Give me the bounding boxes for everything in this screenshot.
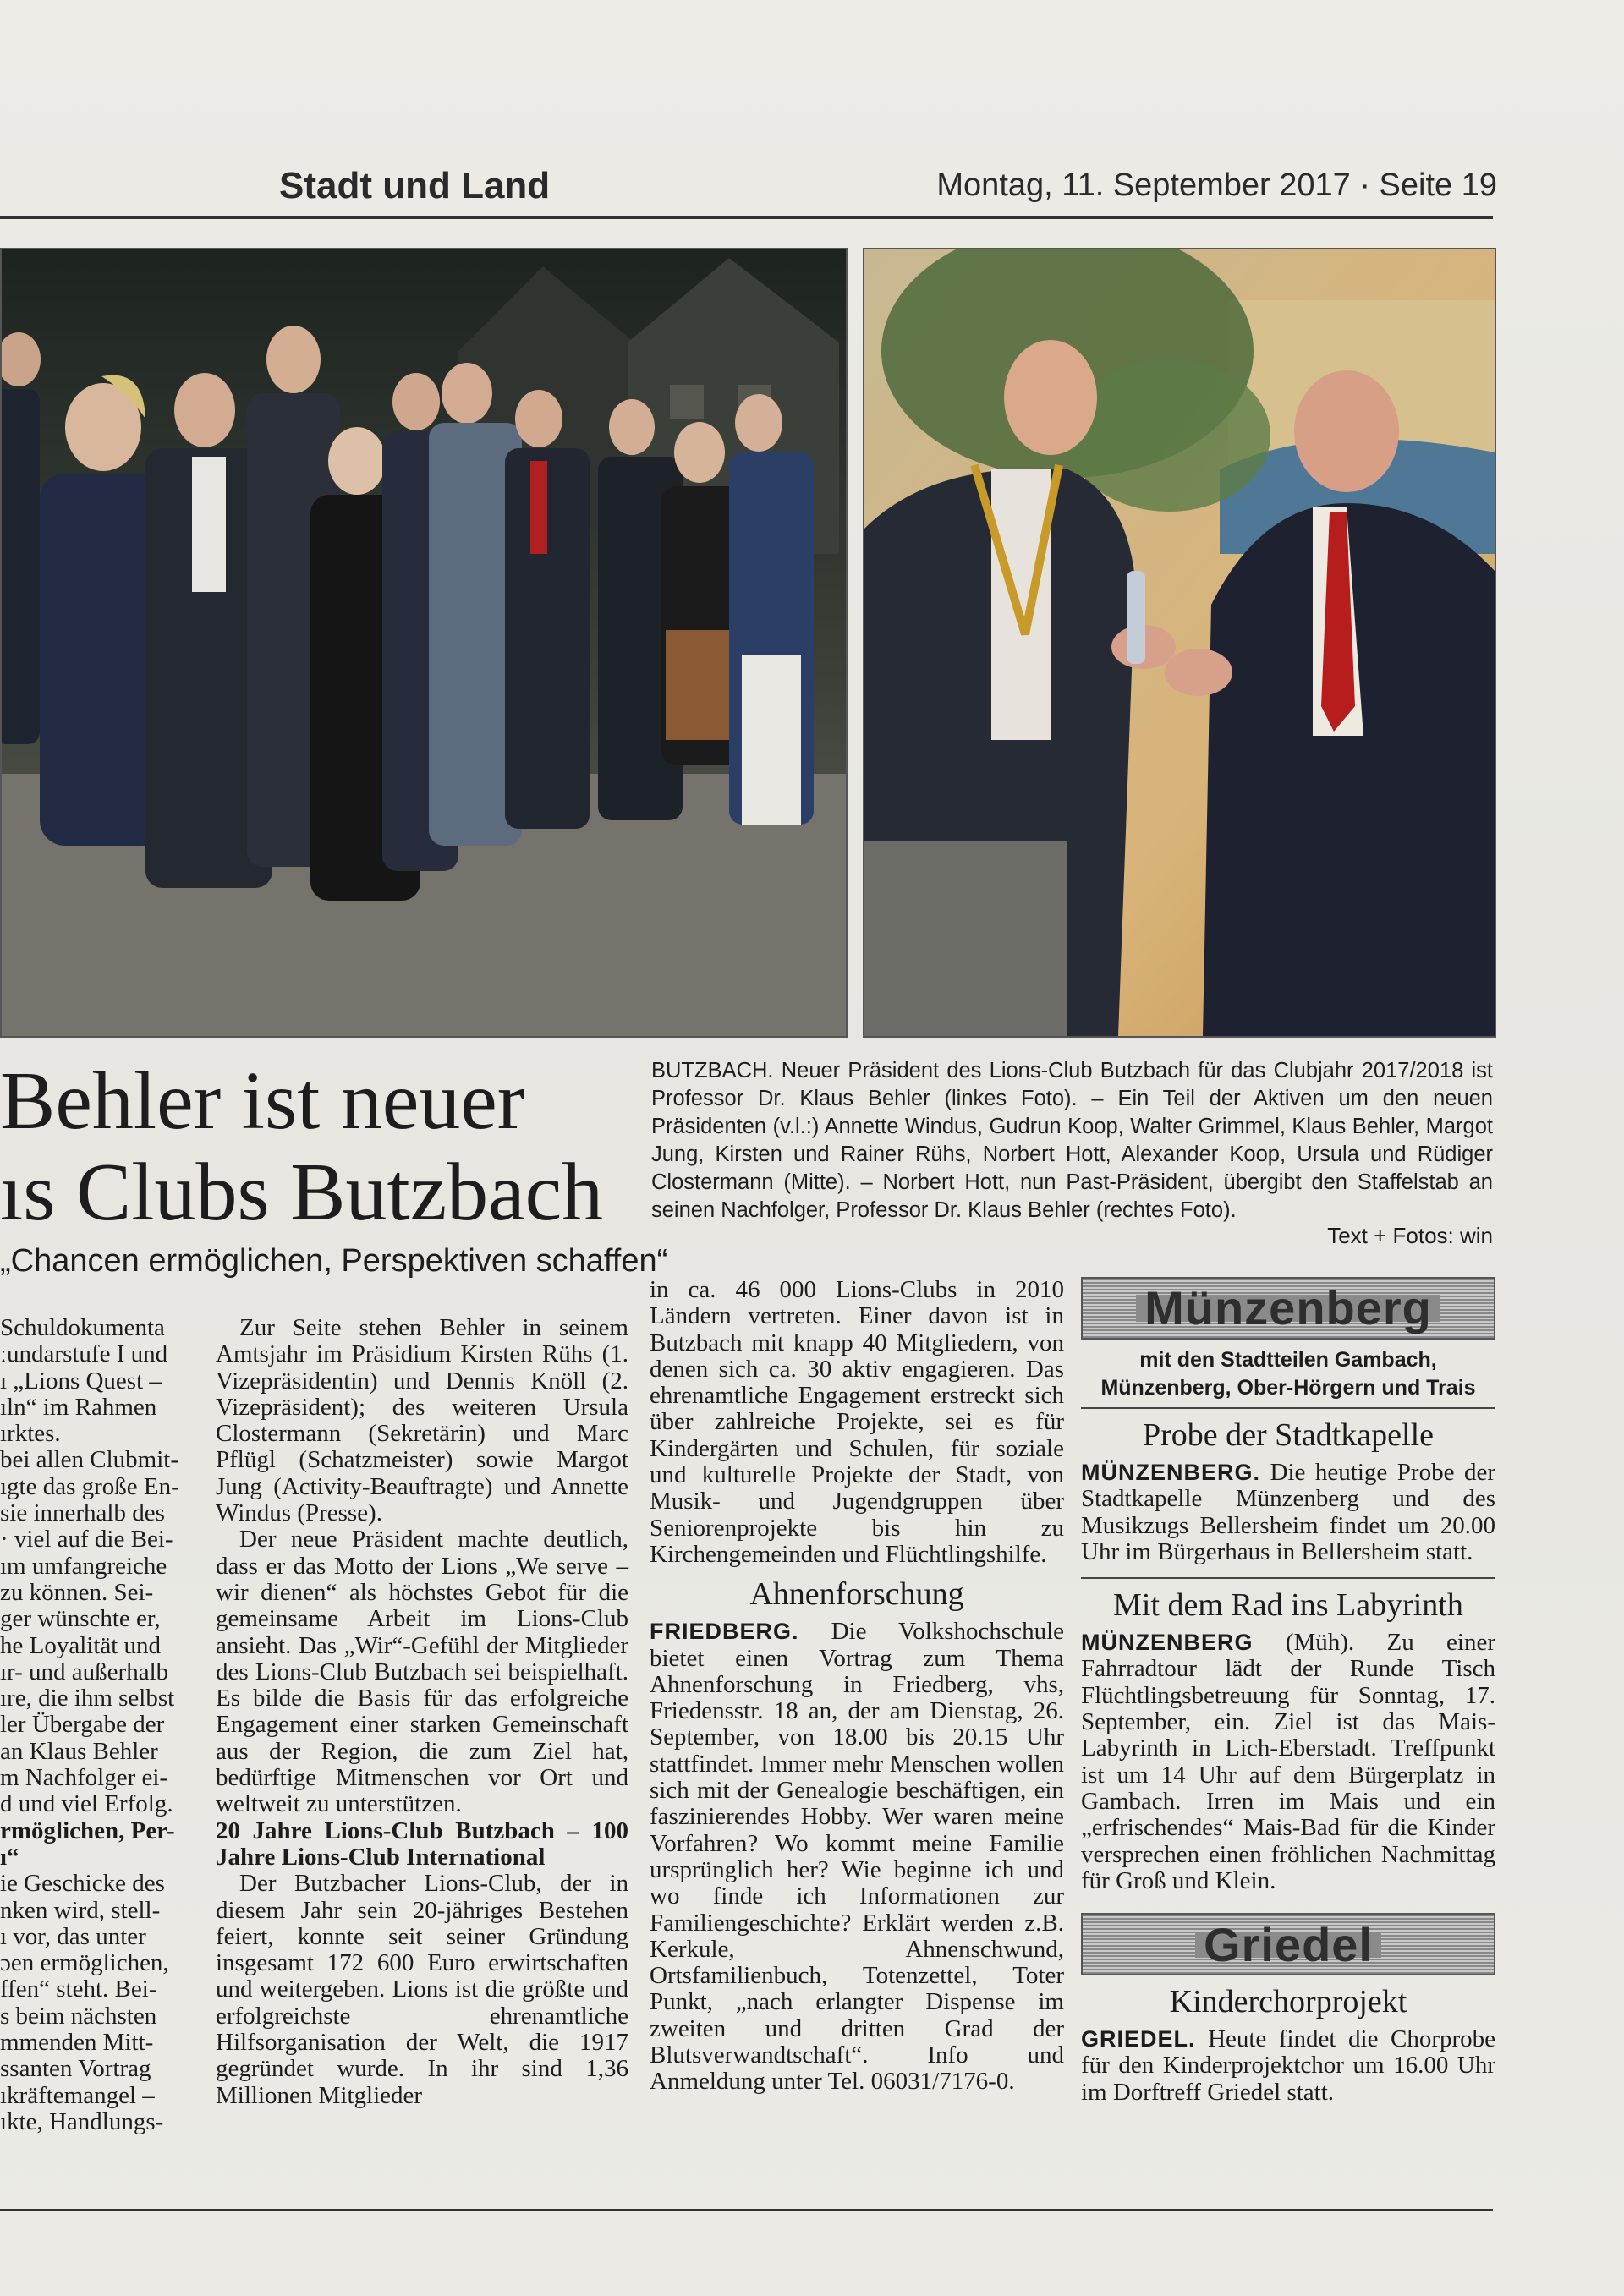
column-line: s beim nächsten bbox=[0, 2002, 157, 2030]
column-line: ıln“ im Rahmen bbox=[0, 1393, 157, 1421]
column-line: he Loyalität und bbox=[0, 1631, 162, 1659]
muenzenberg-item1-text: Die heutige Probe der Stadtkapelle Münzenberg und des Musikzugs Bellersheim findet um 20.00 Uhr im Bürgerhaus in Bellersheim statt. bbox=[1081, 1459, 1496, 1565]
paragraph: Der Butzbacher Lions-Club, der in diesem Jahr sein 20-jähriges Bestehen feiert, konnte seit seiner Gründung insgesamt 172 600 Euro erwirtschaften und weitergeben. Lions ist die größte und erfolgreichste ehrenamtliche Hilfsorganisation der Welt, die 1917 gegründet wurde. In ihr sind 1,36 Millionen Mitglieder bbox=[216, 1870, 628, 2109]
column-line: ɔen ermöglichen, bbox=[0, 1949, 169, 1977]
column-line: ıkte, Handlungs- bbox=[0, 2107, 164, 2135]
date-page: Montag, 11. September 2017 · Seite 19 bbox=[936, 167, 1497, 203]
header-rule bbox=[0, 216, 1493, 219]
column-line: ıre, die ihm selbst bbox=[0, 1685, 175, 1712]
muenzenberg-banner-label: Münzenberg bbox=[1136, 1295, 1440, 1321]
article-column-3 bbox=[650, 1277, 1064, 2096]
column-line: ı „Lions Quest – bbox=[0, 1367, 162, 1395]
column-line: rmöglichen, Per- bbox=[0, 1817, 175, 1844]
article-subheading: 20 Jahre Lions-Club Butzbach – 100 Jahre Lions-Club International bbox=[216, 1817, 628, 1871]
griedel-item bbox=[1081, 2026, 1495, 2106]
column-line: ım umfangreiche bbox=[0, 1552, 167, 1580]
ahnen-paragraph bbox=[650, 1619, 1064, 2095]
muenzenberg-item2-title: Mit dem Rad ins Labyrinth bbox=[1113, 1587, 1463, 1624]
column-line: ı vor, das unter bbox=[0, 1922, 146, 1950]
footer-rule bbox=[0, 2209, 1493, 2211]
griedel-dateline: GRIEDEL. bbox=[1081, 2026, 1196, 2052]
muenzenberg-item1 bbox=[1081, 1460, 1495, 1565]
ahnen-dateline: FRIEDBERG. bbox=[650, 1619, 799, 1645]
column-line: ı“ bbox=[0, 1843, 19, 1871]
muenzenberg-item2-text: (Müh). Zu einer Fahrradtour lädt der Runde Tisch Flüchtlingsbetreuung für Sonntag, 17. September, ein. Ziel ist das Mais-Labyrinth in Lich-Eberstadt. Treffpunkt ist um 14 Uhr auf dem Bürgerplatz in Gambach. Irren im Mais und ein „erfrischendes“ Mais-Bad für die Kinder versprechen einen fröhlichen Nachmittag für Groß und Klein. bbox=[1081, 1629, 1495, 1894]
griedel-item-title: Kinderchorprojekt bbox=[1169, 1984, 1407, 2020]
article-column-1 bbox=[0, 1315, 193, 2135]
column-line: mmenden Mitt- bbox=[0, 2029, 154, 2057]
ahnen-text: Die Volkshochschule bietet einen Vortrag zum Thema Ahnenforschung in Friedberg, vhs, Friedensstr. 18 an, der am Dienstag, 26. September, von 18.00 bis 20.15 Uhr stattfindet. Immer mehr Menschen wollen sich mit der Genealogie beschäftigen, ein faszinierendes Hobby. Wer waren meine Vorfahren? Wo kommt meine Familie ursprünglich her? Wie beginne ich und wo finde ich Informationen zur Familiengeschichte? Erklärt werden z.B. Kerkule, Ahnenschwund, Ortsfamilienbuch, Totenzettel, Toter Punkt, „nach erlangter Dispense im zweiten und dritten Grad der Blutsverwandtschaft“. Info und Anmeldung unter Tel. 06031/7176-0. bbox=[650, 1618, 1064, 2096]
muenzenberg-item2-dateline: MÜNZENBERG bbox=[1081, 1630, 1254, 1656]
griedel-text: Heute findet die Chorprobe für den Kinderprojektchor um 16.00 Uhr im Dorftreff Griedel statt. bbox=[1081, 2025, 1496, 2106]
griedel-banner-label: Griedel bbox=[1195, 1932, 1381, 1958]
column-line: sie innerhalb des bbox=[0, 1499, 165, 1527]
muenzenberg-item2 bbox=[1081, 1630, 1495, 1894]
article-subhead: „Chancen ermöglichen, Perspektiven schaffen“ bbox=[0, 1243, 668, 1279]
column-line: ırktes. bbox=[0, 1420, 61, 1448]
column-line: zu können. Sei- bbox=[0, 1578, 154, 1606]
column-line: ie Geschicke des bbox=[0, 1870, 165, 1898]
handover-photo bbox=[863, 248, 1496, 1038]
article-column-2 bbox=[216, 1315, 628, 2109]
column-line: bei allen Clubmit- bbox=[0, 1446, 179, 1474]
group-photo-image bbox=[2, 249, 846, 1036]
column-line: ger wünschte er, bbox=[0, 1605, 161, 1633]
muenzenberg-banner bbox=[1081, 1277, 1495, 1340]
article-column-4 bbox=[1081, 1277, 1495, 2106]
paragraph: Zur Seite stehen Behler in seinem Amtsjahr im Präsidium Kirsten Rühs (1. Vizepräsidentin) und Dennis Knöll (2. Vizepräsident); des weiteren Ursula Clostermann (Sekretärin) und Marc Pflügl (Schatzmeister) sowie Margot Jung (Activity-Beauftragte) und Annette Windus (Presse). bbox=[216, 1314, 628, 1527]
column-line: · viel auf die Bei- bbox=[0, 1526, 173, 1553]
column-line: ssanten Vortrag bbox=[0, 2055, 151, 2083]
group-photo bbox=[0, 248, 848, 1038]
column-line: ler Übergabe der bbox=[0, 1711, 165, 1739]
column-line: ıkräftemangel – bbox=[0, 2081, 155, 2109]
paragraph: in ca. 46 000 Lions-Clubs in 2010 Ländern vertreten. Einer davon ist in Butzbach mit knapp 40 Mitgliedern, von denen sich ca. 30 aktiv engagieren. Das ehrenamtliche Engagement erstreckt sich über zahlreiche Projekte, sei es für Kindergärten und Schulen, für soziale und kulturelle Projekte der Stadt, von Musik- und Jugendgruppen über Seniorenprojekte bis hin zu Kirchengemeinden und Flüchtlingshilfe. bbox=[650, 1276, 1064, 1568]
section-title: Stadt und Land bbox=[279, 165, 551, 206]
griedel-banner bbox=[1081, 1913, 1495, 1975]
column-line: Schuldokumenta bbox=[0, 1315, 165, 1341]
paragraph: Der neue Präsident machte deutlich, dass er das Motto der Lions „We serve – wir dienen“ als höchstes Gebot für die gemeinsame Arbeit im Lions-Club ansieht. Das „Wir“-Gefühl der Mitglieder des Lions-Club Butzbach sei beispielhaft. Es bilde die Basis für das erfolgreiche Engagement einer starken Gemeinschaft aus der Region, die zum Ziel hat, bedürftige Mitmenschen vor Ort und weltweit zu unterstützen. bbox=[216, 1526, 628, 1818]
muenzenberg-region: mit den Stadtteilen Gambach, Münzenberg, Ober-Hörgern und Trais bbox=[1081, 1346, 1495, 1409]
column-line: ffen“ steht. Bei- bbox=[0, 1975, 157, 2003]
photo-credit: Text + Fotos: win bbox=[1327, 1223, 1493, 1248]
muenzenberg-item1-dateline: MÜNZENBERG. bbox=[1081, 1460, 1260, 1485]
column-line: d und viel Erfolg. bbox=[0, 1790, 173, 1818]
column-line: ːundarstufe I und bbox=[0, 1340, 168, 1368]
photo-caption: BUTZBACH. Neuer Präsident des Lions-Club Butzbach für das Clubjahr 2017/2018 ist Professor Dr. Klaus Behler (linkes Foto). – Ein Teil der Aktiven um den neuen Präsidenten (v.l.:) Annette Windus, Gudrun Koop, Walter Grimmel, Klaus Behler, Margot Jung, Kirsten und Rainer Rühs, Norbert Hott, Alexander Koop, Ursula und Rüdiger Clostermann (Mitte). – Norbert Hott, nun Past-Präsident, übergibt den Staffelstab an seinen Nachfolger, Professor Dr. Klaus Behler (rechtes Foto). bbox=[651, 1059, 1493, 1222]
column-line: ır- und außerhalb bbox=[0, 1658, 169, 1685]
column-line: nken wird, stell- bbox=[0, 1896, 161, 1924]
headline-line-1: Behler ist neuer bbox=[0, 1055, 525, 1147]
column-line: m Nachfolger ei- bbox=[0, 1764, 168, 1792]
column-line: ıgte das große En- bbox=[0, 1472, 179, 1500]
article-headline bbox=[0, 1055, 643, 1238]
divider bbox=[1081, 1577, 1495, 1579]
ahnen-title: Ahnenforschung bbox=[749, 1576, 964, 1613]
handover-photo-image bbox=[864, 249, 1495, 1036]
muenzenberg-item1-title: Probe der Stadtkapelle bbox=[1142, 1417, 1434, 1453]
column-line: an Klaus Behler bbox=[0, 1737, 158, 1765]
headline-line-2: ıs Clubs Butzbach bbox=[0, 1147, 604, 1238]
